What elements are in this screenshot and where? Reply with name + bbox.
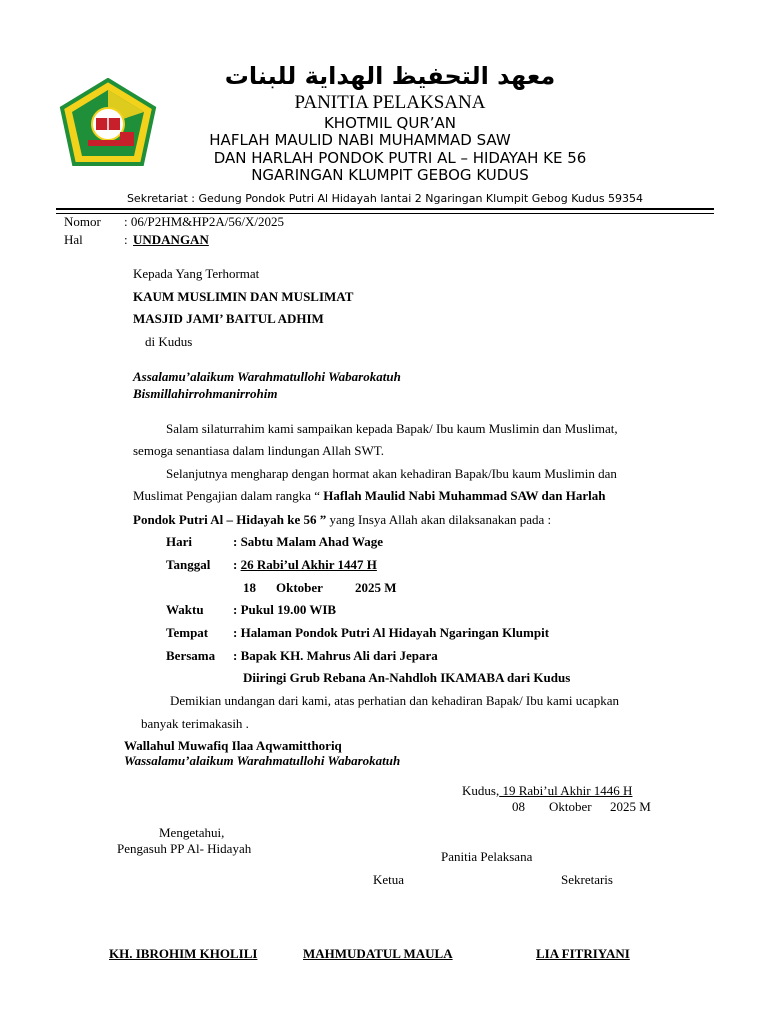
pesantren-logo [58,78,158,168]
header-line-3: HAFLAH MAULID NABI MUHAMMAD SAW [209,131,511,149]
letter-date-hijri [462,783,632,799]
closing-line-1: Demikian undangan dari kami, atas perhatian dan kehadiran Bapak/ Ibu kami ucapkan [170,693,620,708]
tempat-label: Tempat [166,625,209,640]
hari-value: : Sabtu Malam Ahad Wage [233,534,384,549]
letter-date-hijri-value: 19 Rabi’ul Akhir 1446 H [499,783,633,798]
header-line-4: DAN HARLAH PONDOK PUTRI AL – HIDAYAH KE 56 [213,149,587,167]
header-line-5: NGARINGAN KLUMPIT GEBOG KUDUS [251,166,529,184]
hal-colon: : [124,232,128,247]
arabic-title: معهد التحفيظ الهداية للبنات [224,62,556,90]
mengetahui-label: Mengetahui, [159,825,225,840]
tanggal-year: 2025 M [355,580,397,595]
header-rule [56,208,714,210]
secretariat-address: Sekretariat : Gedung Pondok Putri Al Hidayah lantai 2 Ngaringan Klumpit Gebog Kudus 59354 [126,192,644,205]
signatory-sekretaris: LIA FITRIYANI [536,946,630,961]
tanggal-colon: : [233,557,241,572]
tanggal-hijri [233,557,377,573]
waktu-value: : Pukul 19.00 WIB [233,602,337,617]
signatory-ketua: MAHMUDATUL MAULA [303,946,453,961]
tanggal-day: 18 [243,580,256,595]
body-p2-line2-bold: Haflah Maulid Nabi Muhammad SAW dan Harlah [323,488,606,503]
nomor-value: : 06/P2HM&HP2A/56/X/2025 [124,214,284,229]
nomor-label: Nomor [64,214,101,229]
header-line-1: PANITIA PELAKSANA [294,92,486,113]
ketua-label: Ketua [373,872,405,887]
basmalah: Bismillahirrohmanirrohim [133,386,278,401]
wallahul-muwafiq: Wallahul Muwafiq Ilaa Aqwamitthoriq [124,738,342,753]
tempat-value: : Halaman Pondok Putri Al Hidayah Ngaringan Klumpit [233,625,550,640]
tanggal-hijri-value: 26 Rabi’ul Akhir 1447 H [240,557,377,572]
tanggal-month: Oktober [276,580,323,595]
letter-date-year: 2025 M [610,799,651,814]
salam-closing: Wassalamu’alaikum Warahmatullohi Wabarokatuh [124,753,401,768]
bersama-label: Bersama [166,648,216,663]
signatory-pengasuh: KH. IBROHIM KHOLILI [109,946,258,961]
hal-label: Hal [64,232,83,247]
letter-date-day: 08 [512,799,525,814]
panitia-label: Panitia Pelaksana [441,849,533,864]
tanggal-label: Tanggal [166,557,211,572]
recipient-place: di Kudus [145,334,193,349]
hal-value: UNDANGAN [133,232,209,247]
recipient-name-2: MASJID JAMI’ BAITUL ADHIM [133,311,324,326]
waktu-label: Waktu [166,602,204,617]
hari-label: Hari [166,534,192,549]
letter-date-place: Kudus, [462,783,500,798]
body-p1-line1: Salam silaturrahim kami sampaikan kepada Bapak/ Ibu kaum Muslimin dan Muslimat, [166,421,618,436]
body-p2-line3-normal: yang Insya Allah akan dilaksanakan pada : [326,512,552,527]
body-p2-line2-normal: Muslimat Pengajian dalam rangka “ [133,488,324,503]
body-p1-line2: semoga senantiasa dalam lindungan Allah SWT. [133,443,385,458]
diiringi-line: Diiringi Grub Rebana An-Nahdloh IKAMABA dari Kudus [243,670,571,685]
letter-date-month: Oktober [549,799,592,814]
body-p2-line2 [133,488,605,504]
closing-line-2: banyak terimakasih . [141,716,249,731]
bersama-value: : Bapak KH. Mahrus Ali dari Jepara [233,648,438,663]
body-p2-line1: Selanjutnya mengharap dengan hormat akan kehadiran Bapak/Ibu kaum Muslimin dan [166,466,617,481]
pengasuh-label: Pengasuh PP Al- Hidayah [117,841,252,856]
body-p2-line3 [133,512,551,528]
salam-opening: Assalamu’alaikum Warahmatullohi Wabarokatuh [133,369,401,384]
recipient-name-1: KAUM MUSLIMIN DAN MUSLIMAT [133,289,354,304]
header-line-2: KHOTMIL QUR’AN [323,114,457,132]
body-p2-line3-bold: Pondok Putri Al – Hidayah ke 56 ” [133,512,327,527]
recipient-greeting: Kepada Yang Terhormat [133,266,260,281]
sekretaris-label: Sekretaris [561,872,613,887]
